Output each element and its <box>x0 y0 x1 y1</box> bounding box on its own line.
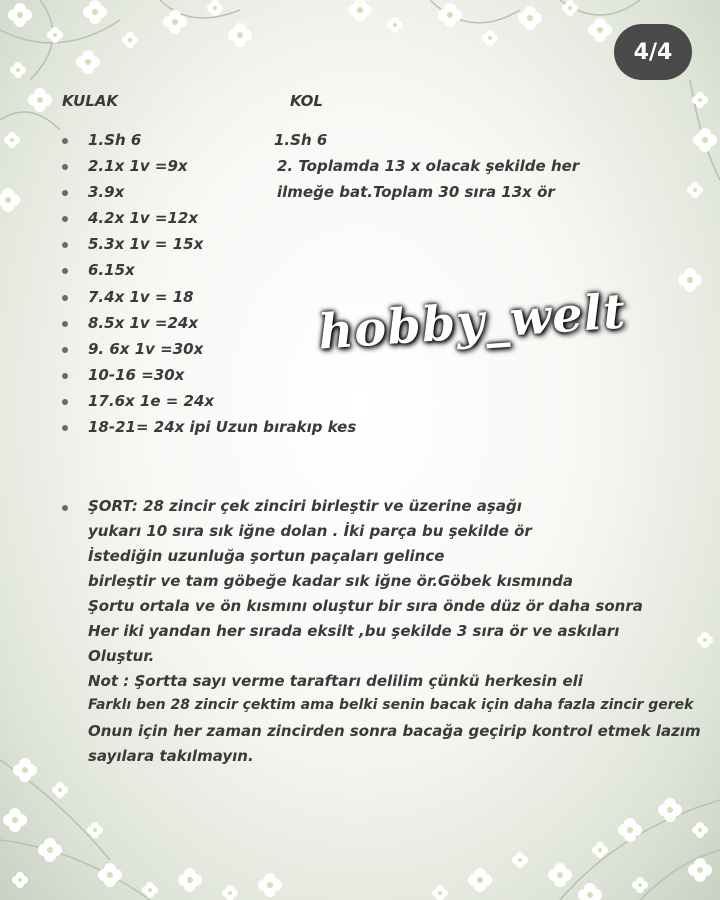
sort-line: ŞORT: 28 zincir çek zinciri birleştir ve üzerine aşağı <box>88 497 522 515</box>
kulak-item: 17.6x 1e = 24x <box>88 392 215 410</box>
sort-line: Her iki yandan her sırada eksilt ,bu şekilde 3 sıra ör ve askıları <box>88 622 620 640</box>
list-bullet <box>62 399 68 405</box>
kol-heading: KOL <box>290 92 323 110</box>
kulak-heading: KULAK <box>62 92 119 110</box>
kulak-item: 9. 6x 1v =30x <box>88 340 204 358</box>
kulak-item: 8.5x 1v =24x <box>88 314 199 332</box>
list-bullet <box>62 190 68 196</box>
sort-line: Not : Şortta sayı verme taraftarı delilim çünkü herkesin eli <box>88 672 583 690</box>
kol-line: 1.Sh 6 <box>274 131 328 149</box>
sort-line: Farklı ben 28 zincir çektim ama belki senin bacak için daha fazla zincir gerek <box>88 697 694 713</box>
kulak-item: 7.4x 1v = 18 <box>88 288 194 306</box>
kulak-item: 5.3x 1v = 15x <box>88 235 204 253</box>
list-bullet <box>62 268 68 274</box>
kulak-item: 18-21= 24x ipi Uzun bırakıp kes <box>88 418 357 436</box>
list-bullet <box>62 505 68 511</box>
list-bullet <box>62 347 68 353</box>
watermark-logo: hobby_welt <box>316 283 628 361</box>
page-indicator: 4/4 <box>614 24 692 80</box>
sort-line: Onun için her zaman zincirden sonra bacağa geçirip kontrol etmek lazım <box>88 722 701 740</box>
kulak-item: 4.2x 1v =12x <box>88 209 199 227</box>
sort-line: sayılara takılmayın. <box>88 747 254 765</box>
list-bullet <box>62 295 68 301</box>
list-bullet <box>62 425 68 431</box>
sort-line: İstediğin uzunluğa şortun paçaları gelince <box>88 547 445 565</box>
list-bullet <box>62 138 68 144</box>
list-bullet <box>62 164 68 170</box>
list-bullet <box>62 321 68 327</box>
kulak-item: 10-16 =30x <box>88 366 185 384</box>
kol-line: 2. Toplamda 13 x olacak şekilde her <box>277 157 580 175</box>
sort-line: yukarı 10 sıra sık iğne dolan . İki parça bu şekilde ör <box>88 522 532 540</box>
kol-line: ilmeğe bat.Toplam 30 sıra 13x ör <box>277 183 555 201</box>
kulak-item: 3.9x <box>88 183 125 201</box>
kulak-item: 2.1x 1v =9x <box>88 157 188 175</box>
sort-line: Şortu ortala ve ön kısmını oluştur bir sıra önde düz ör daha sonra <box>88 597 643 615</box>
sort-line: Oluştur. <box>88 647 155 665</box>
kulak-item: 6.15x <box>88 261 135 279</box>
list-bullet <box>62 216 68 222</box>
sort-line: birleştir ve tam göbeğe kadar sık iğne ör.Göbek kısmında <box>88 572 573 590</box>
list-bullet <box>62 242 68 248</box>
kulak-item: 1.Sh 6 <box>88 131 142 149</box>
list-bullet <box>62 373 68 379</box>
